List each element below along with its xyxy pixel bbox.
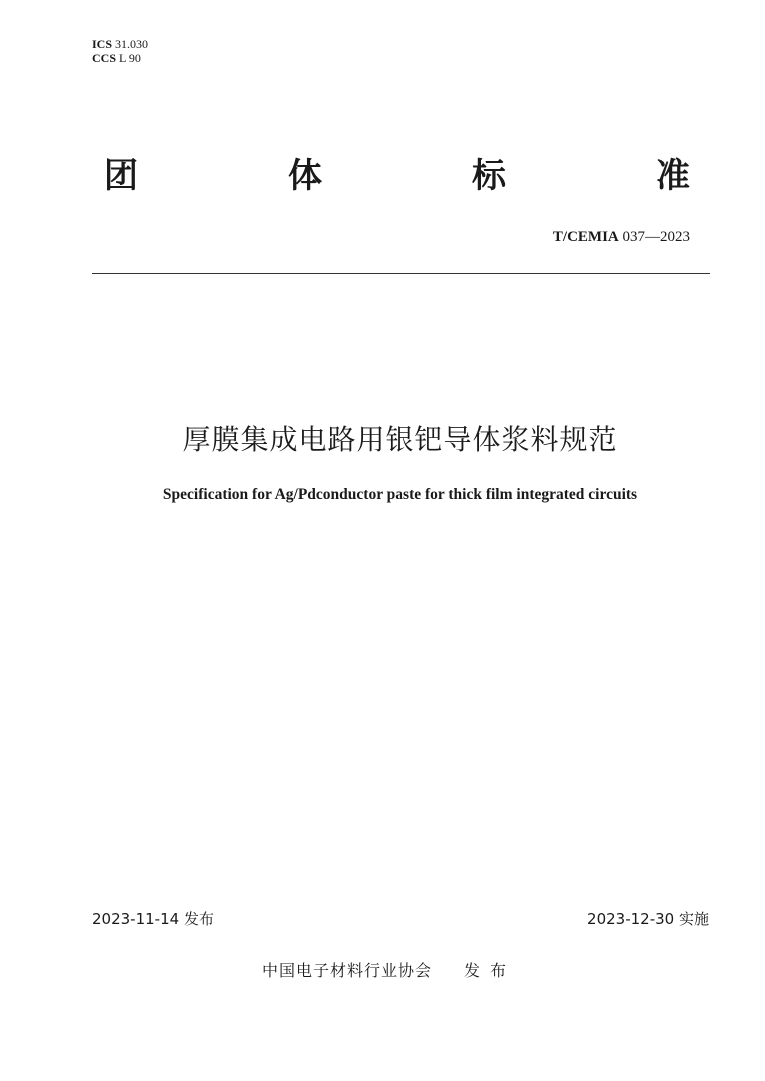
title-english: Specification for Ag/Pdconductor paste for thick film integrated circuits bbox=[162, 486, 638, 503]
ics-line bbox=[92, 37, 148, 51]
title-chinese: 厚膜集成电路用银钯导体浆料规范 bbox=[182, 423, 618, 456]
standard-type-char-3: 标 bbox=[472, 156, 506, 196]
publisher-name: 中国电子材料行业协会 bbox=[262, 961, 433, 980]
implement-date: 2023-12-30 实施 bbox=[587, 910, 709, 928]
publisher-action: 发布 bbox=[464, 961, 517, 980]
ccs-line bbox=[92, 51, 141, 65]
ccs-label: CCS bbox=[92, 51, 117, 65]
standard-number-prefix: T/CEMIA bbox=[552, 229, 619, 245]
header-divider bbox=[92, 273, 710, 274]
publish-date: 2023-11-14 发布 bbox=[92, 910, 214, 928]
standard-type-char-1: 团 bbox=[104, 156, 138, 196]
standard-type-char-4: 准 bbox=[656, 156, 690, 196]
standard-number-value: 037—2023 bbox=[622, 229, 690, 245]
publisher-line bbox=[262, 958, 516, 981]
ics-code: 31.030 bbox=[115, 37, 149, 51]
standard-type-char-2: 体 bbox=[288, 156, 322, 196]
standard-number bbox=[553, 229, 690, 246]
ics-label: ICS bbox=[92, 37, 113, 51]
ccs-code: L 90 bbox=[119, 51, 141, 65]
